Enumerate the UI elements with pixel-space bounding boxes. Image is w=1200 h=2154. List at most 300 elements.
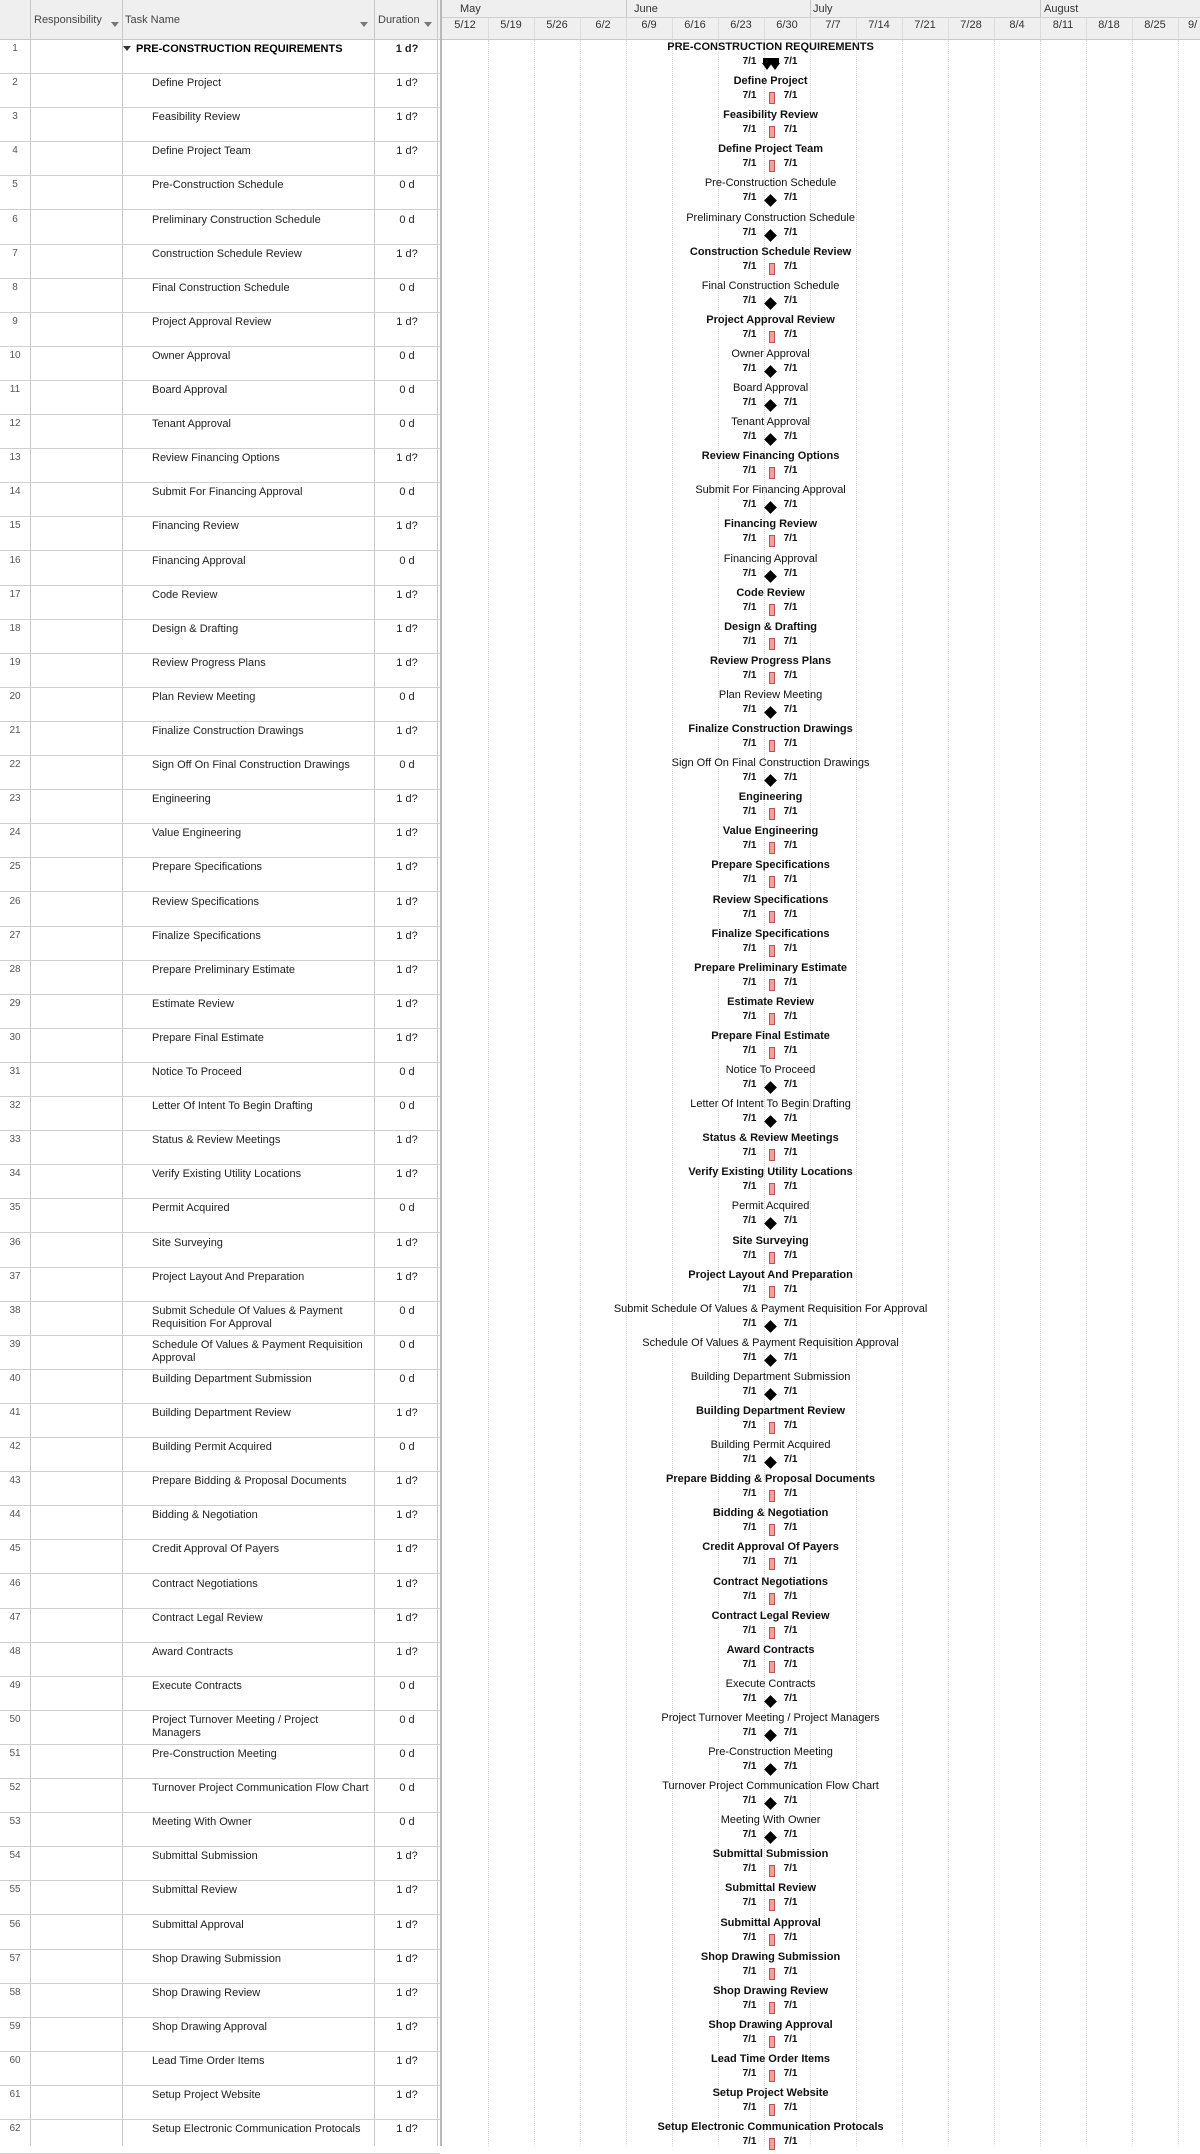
task-name-cell[interactable]: Award Contracts [152,1645,234,1658]
table-row[interactable] [0,1950,440,1984]
row-number[interactable]: 31 [9,1066,21,1077]
task-bar[interactable] [769,1422,775,1434]
responsibility-cell[interactable] [31,1165,122,1198]
responsibility-column-header[interactable]: Responsibility [34,14,102,26]
table-row[interactable] [0,2052,440,2086]
task-bar[interactable] [769,263,775,275]
responsibility-cell[interactable] [31,1097,122,1130]
task-bar[interactable] [769,1968,775,1980]
duration-cell[interactable]: 0 d [399,179,415,192]
table-row[interactable] [0,586,440,620]
table-row[interactable] [0,279,440,313]
duration-cell[interactable]: 1 d? [396,1611,418,1624]
task-name-cell[interactable]: Submit For Financing Approval [152,486,303,499]
row-number[interactable]: 61 [9,2089,21,2100]
responsibility-cell[interactable] [31,1336,122,1369]
row-number[interactable]: 11 [9,384,21,395]
duration-cell[interactable]: 0 d [399,1372,415,1385]
row-number[interactable]: 55 [9,1884,21,1896]
row-number[interactable]: 6 [12,213,18,225]
task-name-cell[interactable]: Contract Negotiations [152,1577,258,1590]
task-name-cell[interactable]: Prepare Final Estimate [152,1031,264,1044]
table-row[interactable] [0,620,440,654]
task-name-cell[interactable]: Project Turnover Meeting / Project Managers [152,1713,319,1739]
task-name-cell[interactable]: Value Engineering [152,827,242,840]
milestone-diamond[interactable] [764,365,777,378]
duration-cell[interactable]: 1 d? [396,1986,418,1999]
row-number[interactable]: 37 [9,1270,21,1282]
row-number[interactable]: 51 [9,1748,21,1759]
responsibility-cell[interactable] [31,1268,122,1301]
task-name-cell[interactable]: Submit Schedule Of Values & Payment Requisition For Approval [152,1304,343,1330]
duration-cell[interactable]: 1 d? [396,1031,418,1044]
row-number[interactable]: 58 [9,1986,21,1998]
task-name-cell[interactable]: Construction Schedule Review [152,247,302,260]
responsibility-cell[interactable] [31,995,122,1028]
table-row[interactable] [0,1336,440,1370]
table-row[interactable] [0,176,440,210]
responsibility-cell[interactable] [31,1370,122,1403]
duration-cell[interactable]: 1 d? [396,1509,418,1522]
row-number[interactable]: 40 [9,1372,21,1384]
duration-cell[interactable]: 1 d? [396,1168,418,1181]
task-bar[interactable] [769,672,775,684]
duration-cell[interactable]: 0 d [399,1338,415,1351]
row-number[interactable]: 59 [9,2020,21,2032]
task-name-cell[interactable]: Notice To Proceed [152,1066,242,1078]
responsibility-cell[interactable] [31,245,122,278]
responsibility-cell[interactable] [31,2018,122,2051]
milestone-diamond[interactable] [764,195,777,208]
row-number[interactable]: 38 [9,1304,21,1316]
duration-cell[interactable]: 1 d? [396,827,418,840]
duration-cell[interactable]: 1 d? [396,1407,418,1419]
row-number[interactable]: 32 [9,1100,21,1112]
responsibility-cell[interactable] [31,347,122,380]
task-bar[interactable] [769,160,775,172]
row-number[interactable]: 22 [9,759,21,771]
responsibility-cell[interactable] [31,517,122,550]
milestone-diamond[interactable] [764,1763,777,1776]
table-row[interactable] [0,1779,440,1813]
row-number[interactable]: 3 [12,111,18,123]
task-name-cell[interactable]: Financing Review [152,520,239,533]
task-name-cell[interactable]: Plan Review Meeting [152,690,256,703]
task-name-cell[interactable]: Lead Time Order Items [152,2054,265,2067]
table-row[interactable] [0,1370,440,1404]
row-number[interactable]: 8 [12,281,18,293]
row-number[interactable]: 24 [9,827,21,839]
task-bar[interactable] [769,638,775,650]
task-name-cell[interactable]: Schedule Of Values & Payment Requisition Approval [152,1338,363,1364]
task-name-cell[interactable]: Letter Of Intent To Begin Drafting [152,1100,313,1113]
table-row[interactable] [0,1097,440,1131]
milestone-diamond[interactable] [764,1388,777,1401]
responsibility-cell[interactable] [31,1643,122,1676]
row-number[interactable]: 16 [9,554,21,566]
task-name-cell[interactable]: Setup Project Website [152,2089,261,2101]
task-name-cell[interactable]: Building Department Submission [152,1372,312,1385]
responsibility-cell[interactable] [31,1302,122,1335]
task-bar[interactable] [769,2002,775,2014]
table-row[interactable] [0,211,440,245]
table-row[interactable] [0,1677,440,1711]
table-row[interactable] [0,415,440,449]
row-number[interactable]: 15 [9,520,21,532]
row-number[interactable]: 4 [12,145,18,157]
row-number[interactable]: 10 [9,349,21,361]
table-row[interactable] [0,449,440,483]
task-name-cell[interactable]: Meeting With Owner [152,1816,252,1829]
row-number[interactable]: 62 [9,2123,21,2135]
row-number[interactable]: 5 [12,179,18,191]
duration-cell[interactable]: 1 d? [396,452,418,465]
duration-cell[interactable]: 1 d? [396,2089,418,2101]
duration-cell[interactable]: 0 d [399,281,415,294]
row-number[interactable]: 35 [9,1202,21,1214]
task-name-cell[interactable]: Estimate Review [152,997,234,1010]
milestone-diamond[interactable] [764,1831,777,1844]
duration-cell[interactable]: 1 d? [396,929,418,942]
table-row[interactable] [0,1916,440,1950]
responsibility-cell[interactable] [31,1745,122,1778]
row-number[interactable]: 30 [9,1031,21,1043]
row-number[interactable]: 26 [9,895,21,907]
task-name-cell[interactable]: Credit Approval Of Payers [152,1543,280,1556]
table-row[interactable] [0,1029,440,1063]
responsibility-cell[interactable] [31,586,122,619]
row-number[interactable]: 20 [9,690,21,702]
table-row[interactable] [0,893,440,927]
responsibility-cell[interactable] [31,211,122,244]
responsibility-cell[interactable] [31,1984,122,2017]
responsibility-cell[interactable] [31,1438,122,1471]
duration-column-header[interactable]: Duration [378,14,420,26]
task-name-cell[interactable]: Feasibility Review [152,111,241,124]
table-row[interactable] [0,483,440,517]
duration-cell[interactable]: 1 d? [396,1475,418,1488]
row-number[interactable]: 25 [9,861,21,873]
task-bar[interactable] [769,331,775,343]
table-row[interactable] [0,756,440,790]
responsibility-cell[interactable] [31,654,122,687]
milestone-diamond[interactable] [764,501,777,514]
table-row[interactable] [0,1609,440,1643]
duration-cell[interactable]: 1 d? [396,2054,418,2067]
duration-cell[interactable]: 0 d [399,690,415,703]
table-row[interactable] [0,1575,440,1609]
responsibility-cell[interactable] [31,893,122,926]
responsibility-cell[interactable] [31,74,122,107]
duration-cell[interactable]: 1 d? [396,622,418,635]
task-name-cell[interactable]: Code Review [152,588,218,601]
duration-cell[interactable]: 1 d? [396,1884,418,1897]
responsibility-cell[interactable] [31,1609,122,1642]
task-bar[interactable] [769,1934,775,1946]
responsibility-cell[interactable] [31,381,122,414]
table-row[interactable] [0,2120,440,2154]
row-number[interactable]: 2 [12,77,18,89]
responsibility-cell[interactable] [31,824,122,857]
task-name-cell[interactable]: Shop Drawing Review [152,1986,261,1999]
table-row[interactable] [0,654,440,688]
duration-cell[interactable]: 1 d? [396,111,418,124]
table-row[interactable] [0,552,440,586]
task-bar[interactable] [769,876,775,888]
table-row[interactable] [0,858,440,892]
milestone-diamond[interactable] [764,706,777,719]
task-name-cell[interactable]: Owner Approval [152,349,231,362]
row-number[interactable]: 9 [12,315,18,327]
task-bar[interactable] [769,1593,775,1605]
responsibility-cell[interactable] [31,1472,122,1505]
task-name-cell[interactable]: Permit Acquired [152,1202,230,1215]
row-number[interactable]: 1 [12,43,18,54]
responsibility-cell[interactable] [31,1677,122,1710]
duration-cell[interactable]: 1 d? [396,725,418,737]
table-row[interactable] [0,1745,440,1779]
task-bar[interactable] [769,1627,775,1639]
task-name-cell[interactable]: Engineering [152,793,211,806]
task-name-cell[interactable]: Financing Approval [152,554,246,567]
task-name-cell[interactable]: Tenant Approval [152,418,231,431]
table-row[interactable] [0,1131,440,1165]
task-name-filter-icon[interactable] [360,22,368,27]
table-row[interactable] [0,1199,440,1233]
task-name-cell[interactable]: Project Layout And Preparation [152,1270,305,1283]
table-row[interactable] [0,108,440,142]
responsibility-cell[interactable] [31,722,122,755]
task-name-cell[interactable]: Project Approval Review [152,315,272,328]
duration-cell[interactable]: 0 d [399,1816,415,1829]
duration-cell[interactable]: 0 d [399,1748,415,1760]
responsibility-cell[interactable] [31,756,122,789]
task-name-cell[interactable]: Prepare Bidding & Proposal Documents [152,1475,347,1488]
milestone-diamond[interactable] [764,1115,777,1128]
row-number[interactable]: 27 [9,929,21,941]
responsibility-cell[interactable] [31,620,122,653]
responsibility-cell[interactable] [31,176,122,209]
row-number[interactable]: 23 [9,793,21,805]
row-number[interactable]: 18 [9,622,21,634]
row-number[interactable]: 34 [9,1168,21,1180]
responsibility-cell[interactable] [31,1540,122,1573]
table-row[interactable] [0,2018,440,2052]
table-row[interactable] [0,927,440,961]
task-name-cell[interactable]: Submittal Submission [152,1850,258,1863]
table-row[interactable] [0,1847,440,1881]
task-name-cell[interactable]: Board Approval [152,384,228,396]
duration-cell[interactable]: 0 d [399,1100,415,1113]
milestone-diamond[interactable] [764,774,777,787]
duration-cell[interactable]: 0 d [399,349,415,362]
row-number[interactable]: 21 [9,725,21,736]
task-bar[interactable] [769,1490,775,1502]
row-number[interactable]: 14 [9,486,21,498]
task-bar[interactable] [769,1149,775,1161]
duration-cell[interactable]: 1 d? [396,895,418,908]
milestone-diamond[interactable] [764,1218,777,1231]
table-row[interactable] [0,688,440,722]
table-row[interactable] [0,1540,440,1574]
milestone-diamond[interactable] [764,1354,777,1367]
task-name-cell[interactable]: Review Progress Plans [152,656,266,669]
task-name-cell[interactable]: Pre-Construction Meeting [152,1748,277,1760]
table-row[interactable] [0,1984,440,2018]
responsibility-cell[interactable] [31,1916,122,1949]
task-bar[interactable] [769,1047,775,1059]
task-bar[interactable] [769,1013,775,1025]
row-number[interactable]: 60 [9,2054,21,2066]
responsibility-cell[interactable] [31,313,122,346]
table-row[interactable] [0,1881,440,1915]
milestone-diamond[interactable] [764,570,777,583]
milestone-diamond[interactable] [764,399,777,412]
task-bar[interactable] [769,1865,775,1877]
task-bar[interactable] [769,808,775,820]
task-name-cell[interactable]: Bidding & Negotiation [152,1509,258,1522]
responsibility-cell[interactable] [31,1063,122,1096]
duration-cell[interactable]: 1 d? [396,1577,418,1590]
milestone-diamond[interactable] [764,1320,777,1333]
duration-cell[interactable]: 1 d? [396,1236,418,1249]
task-bar[interactable] [769,842,775,854]
row-number[interactable]: 17 [9,588,21,600]
table-row[interactable] [0,961,440,995]
task-bar[interactable] [769,740,775,752]
table-row[interactable] [0,245,440,279]
duration-cell[interactable]: 1 d? [396,793,418,806]
responsibility-cell[interactable] [31,961,122,994]
responsibility-cell[interactable] [31,1506,122,1539]
task-bar[interactable] [769,2138,775,2150]
task-bar[interactable] [769,945,775,957]
responsibility-cell[interactable] [31,1779,122,1812]
responsibility-cell[interactable] [31,2052,122,2085]
responsibility-cell[interactable] [31,1847,122,1880]
row-number[interactable]: 19 [9,656,21,668]
responsibility-cell[interactable] [31,1131,122,1164]
row-number[interactable]: 39 [9,1338,21,1350]
table-row[interactable] [0,74,440,108]
task-name-column-header[interactable]: Task Name [125,14,181,26]
table-row[interactable] [0,995,440,1029]
table-row[interactable] [0,1302,440,1336]
duration-cell[interactable]: 0 d [399,1304,415,1317]
task-name-cell[interactable]: Preliminary Construction Schedule [152,213,321,226]
row-number[interactable]: 43 [9,1475,21,1487]
responsibility-cell[interactable] [31,1234,122,1267]
task-name-cell[interactable]: Shop Drawing Submission [152,1952,282,1965]
task-name-cell[interactable]: Prepare Specifications [152,861,263,874]
table-row[interactable] [0,1643,440,1677]
duration-cell[interactable]: 1 d? [396,656,418,669]
table-row[interactable] [0,824,440,858]
task-name-cell[interactable]: Finalize Construction Drawings [152,725,304,737]
duration-cell[interactable]: 0 d [399,1441,415,1454]
task-name-cell[interactable]: Design & Drafting [152,622,239,635]
row-number[interactable]: 28 [9,963,21,975]
responsibility-cell[interactable] [31,1404,122,1437]
responsibility-cell[interactable] [31,279,122,312]
collapse-triangle-icon[interactable] [123,46,131,51]
responsibility-cell[interactable] [31,858,122,891]
task-bar[interactable] [769,1661,775,1673]
row-number[interactable]: 29 [9,997,21,1009]
duration-cell[interactable]: 1 d? [396,2123,418,2136]
pane-splitter[interactable] [440,0,442,2146]
duration-cell[interactable]: 0 d [399,1713,415,1726]
task-bar[interactable] [769,604,775,616]
row-number[interactable]: 36 [9,1236,21,1248]
duration-cell[interactable]: 0 d [399,1202,415,1215]
duration-cell[interactable]: 1 d? [396,1645,418,1658]
row-number[interactable]: 53 [9,1816,21,1828]
table-row[interactable] [0,1438,440,1472]
table-row[interactable] [0,1268,440,1302]
row-number[interactable]: 54 [9,1850,21,1862]
responsibility-cell[interactable] [31,927,122,960]
task-bar[interactable] [769,1524,775,1536]
duration-cell[interactable]: 1 d? [396,520,418,533]
task-bar[interactable] [769,92,775,104]
milestone-diamond[interactable] [764,297,777,310]
task-bar[interactable] [769,1899,775,1911]
task-name-cell[interactable]: Verify Existing Utility Locations [152,1168,302,1181]
table-row[interactable] [0,347,440,381]
task-bar[interactable] [769,1183,775,1195]
task-bar[interactable] [769,2104,775,2116]
duration-cell[interactable]: 0 d [399,554,415,567]
milestone-diamond[interactable] [764,1729,777,1742]
task-name-cell[interactable]: Building Permit Acquired [152,1441,272,1454]
table-row[interactable] [0,1404,440,1438]
task-name-cell[interactable]: Submittal Approval [152,1918,244,1931]
table-row[interactable] [0,142,440,176]
row-number[interactable]: 42 [9,1441,21,1453]
row-number[interactable]: 44 [9,1509,21,1521]
table-row[interactable] [0,1234,440,1268]
row-number[interactable]: 56 [9,1918,21,1930]
duration-cell[interactable]: 0 d [399,1782,415,1795]
task-bar[interactable] [769,1558,775,1570]
task-name-cell[interactable]: Review Specifications [152,895,259,908]
table-row[interactable] [0,313,440,347]
table-row[interactable] [0,722,440,756]
row-number[interactable]: 47 [9,1611,21,1623]
task-name-cell[interactable]: Final Construction Schedule [152,281,290,294]
milestone-diamond[interactable] [764,1695,777,1708]
task-name-cell[interactable]: Review Financing Options [152,452,280,465]
milestone-diamond[interactable] [764,1456,777,1469]
duration-cell[interactable]: 1 d? [396,1543,418,1556]
row-number[interactable]: 57 [9,1952,21,1964]
task-bar[interactable] [769,911,775,923]
duration-cell[interactable]: 0 d [399,1066,415,1078]
milestone-diamond[interactable] [764,1081,777,1094]
table-row[interactable] [0,1165,440,1199]
duration-cell[interactable]: 0 d [399,384,415,396]
task-bar[interactable] [769,2070,775,2082]
task-name-cell[interactable]: Setup Electronic Communication Protocals [152,2123,361,2136]
duration-cell[interactable]: 1 d? [396,588,418,601]
task-name-cell[interactable]: Finalize Specifications [152,929,261,942]
table-row[interactable] [0,1813,440,1847]
table-row[interactable] [0,517,440,551]
duration-cell[interactable]: 1 d? [395,43,419,55]
task-name-cell[interactable]: Building Department Review [152,1407,291,1419]
responsibility-cell[interactable] [31,1199,122,1232]
